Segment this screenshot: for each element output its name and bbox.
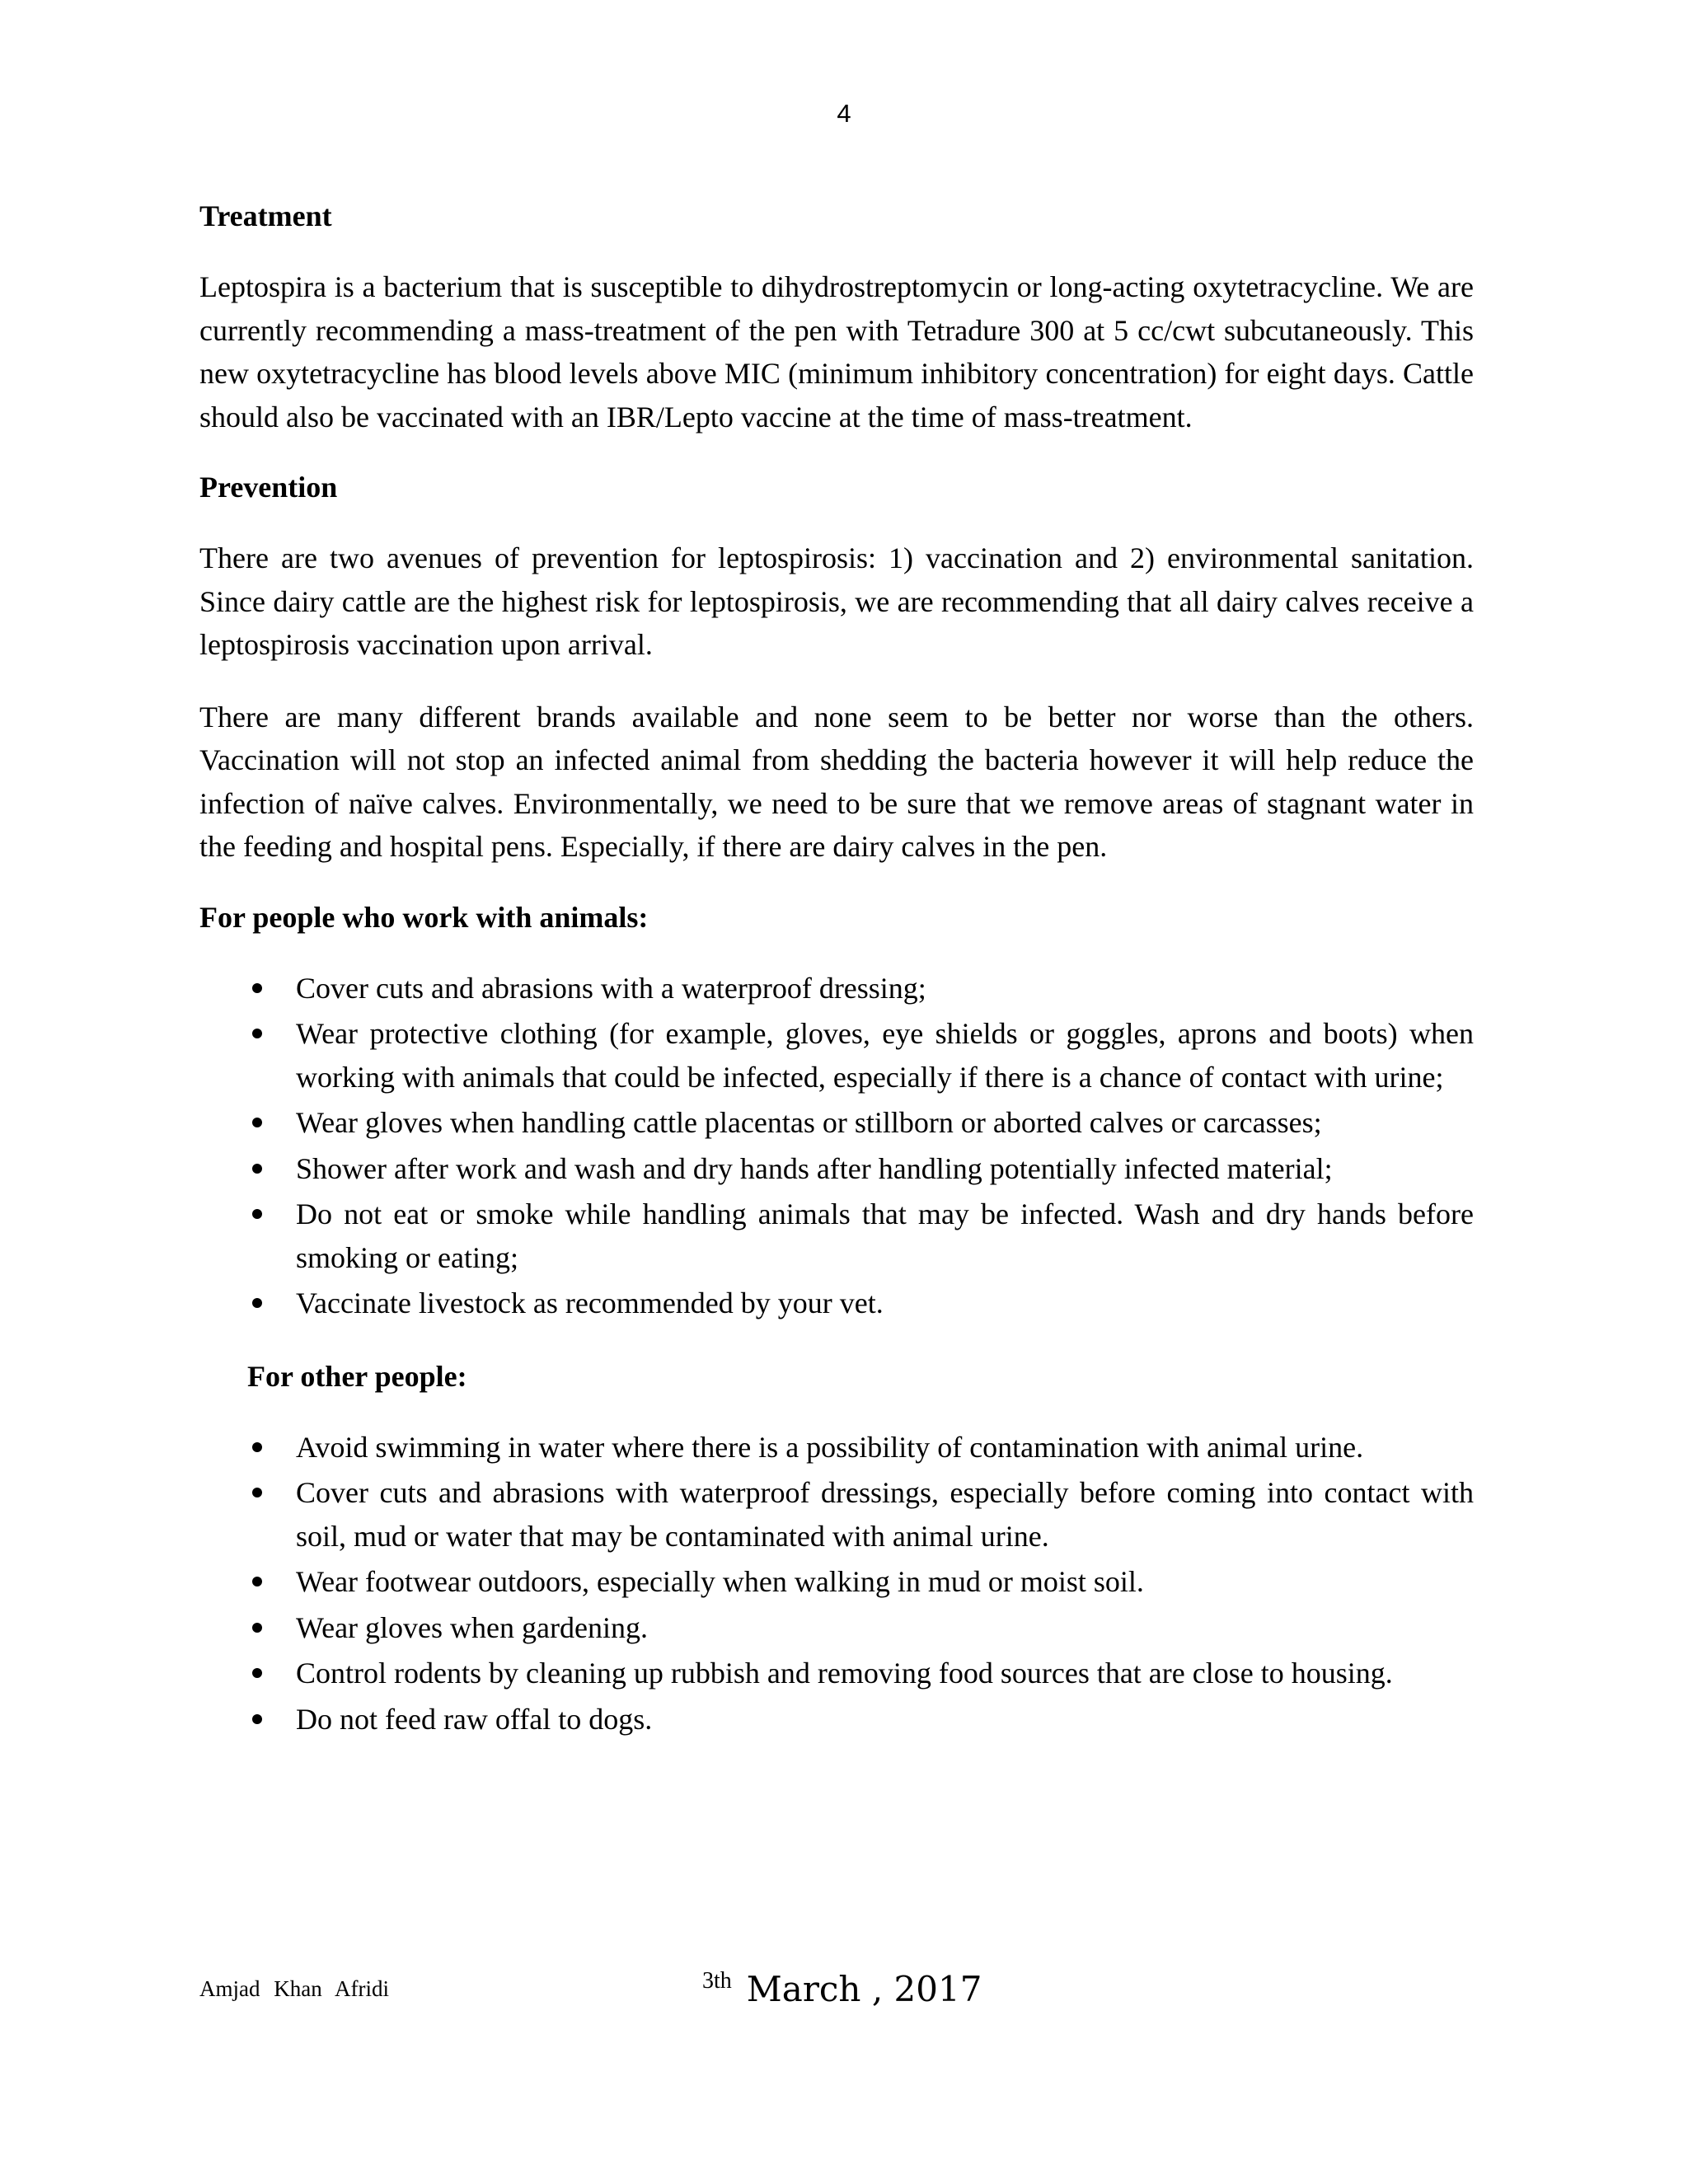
bullet-icon	[252, 1488, 262, 1497]
other-people-heading: For other people:	[247, 1359, 467, 1393]
list-item-text: Do not eat or smoke while handling animals that may be infected. Wash and dry hands before smoking or eating;	[296, 1197, 1474, 1274]
bullet-icon	[252, 1668, 262, 1678]
list-item	[199, 1193, 1474, 1279]
list-item-text: Avoid swimming in water where there is a possibility of contamination with animal urine.	[296, 1430, 1364, 1464]
list-item-text: Wear footwear outdoors, especially when walking in mud or moist soil.	[296, 1565, 1144, 1598]
bullet-icon	[252, 1577, 262, 1586]
bullet-icon	[252, 1298, 262, 1308]
bullet-icon	[252, 1118, 262, 1127]
treatment-heading: Treatment	[199, 199, 332, 232]
document-body	[199, 196, 1474, 1743]
list-item	[199, 1652, 1474, 1695]
list-item	[199, 1471, 1474, 1558]
prevention-paragraph-2: There are many different brands available and none seem to be better nor worse than the others. Vaccination will not stop an infected animal from shedding the bacteria however it will help reduce the infection of naïve calves. Environmentally, we need to be sure that we remove areas of stagnant water in the feeding and hospital pens. Especially, if there are dairy calves in the pen.	[199, 700, 1474, 863]
list-item-text: Shower after work and wash and dry hands after handling potentially infected material;	[296, 1151, 1333, 1185]
list-item	[199, 1101, 1474, 1145]
list-item	[199, 1560, 1474, 1604]
list-item-text: Cover cuts and abrasions with waterproof dressings, especially before coming into contact with soil, mud or water that may be contaminated with animal urine.	[296, 1476, 1474, 1553]
list-item	[199, 1147, 1474, 1191]
list-item	[199, 1282, 1474, 1325]
list-item-text: Wear gloves when handling cattle placentas or stillborn or aborted calves or carcasses;	[296, 1106, 1322, 1139]
prevention-paragraph-1: There are two avenues of prevention for leptospirosis: 1) vaccination and 2) environmental sanitation. Since dairy cattle are the highest risk for leptospirosis, we are recommending that all dairy calves receive a leptospirosis vaccination upon arrival.	[199, 541, 1474, 661]
list-item	[199, 967, 1474, 1010]
list-item-text: Do not feed raw offal to dogs.	[296, 1702, 653, 1736]
list-item-text: Wear gloves when gardening.	[296, 1610, 648, 1644]
bullet-icon	[252, 1442, 262, 1452]
bullet-icon	[252, 1029, 262, 1038]
list-item	[199, 1698, 1474, 1741]
list-item-text: Wear protective clothing (for example, gloves, eye shields or goggles, aprons and boots) when working with animals that could be infected, especially if there is a chance of contact with urine;	[296, 1017, 1474, 1094]
prevention-heading: Prevention	[199, 471, 338, 504]
treatment-paragraph: Leptospira is a bacterium that is susceptible to dihydrostreptomycin or long-acting oxytetracycline. We are currently recommending a mass-treatment of the pen with Tetradure 300 at 5 cc/cwt subcutaneously. This new oxytetracycline has blood levels above MIC (minimum inhibitory concentration) for eight days. Cattle should also be vaccinated with an IBR/Lepto vaccine at the time of mass-treatment.	[199, 270, 1474, 434]
footer-day: 3th	[702, 1968, 732, 1994]
list-item-text: Vaccinate livestock as recommended by your vet.	[296, 1286, 884, 1319]
animal-workers-heading: For people who work with animals:	[199, 900, 649, 934]
bullet-icon	[252, 1164, 262, 1174]
list-item	[199, 1012, 1474, 1099]
other-people-list	[199, 1426, 1474, 1741]
bullet-icon	[252, 983, 262, 993]
footer-author: Amjad Khan Afridi	[199, 1976, 389, 2001]
animal-workers-list	[199, 967, 1474, 1325]
bullet-icon	[252, 1623, 262, 1633]
list-item-text: Cover cuts and abrasions with a waterproof dressing;	[296, 971, 926, 1005]
bullet-icon	[252, 1714, 262, 1724]
list-item-text: Control rodents by cleaning up rubbish and removing food sources that are close to housing.	[296, 1657, 1393, 1690]
page-number: 4	[837, 99, 851, 128]
footer-date	[702, 1966, 982, 2013]
footer-month-year: March , 2017	[746, 1969, 982, 2009]
bullet-icon	[252, 1209, 262, 1219]
list-item	[199, 1426, 1474, 1469]
list-item	[199, 1606, 1474, 1650]
